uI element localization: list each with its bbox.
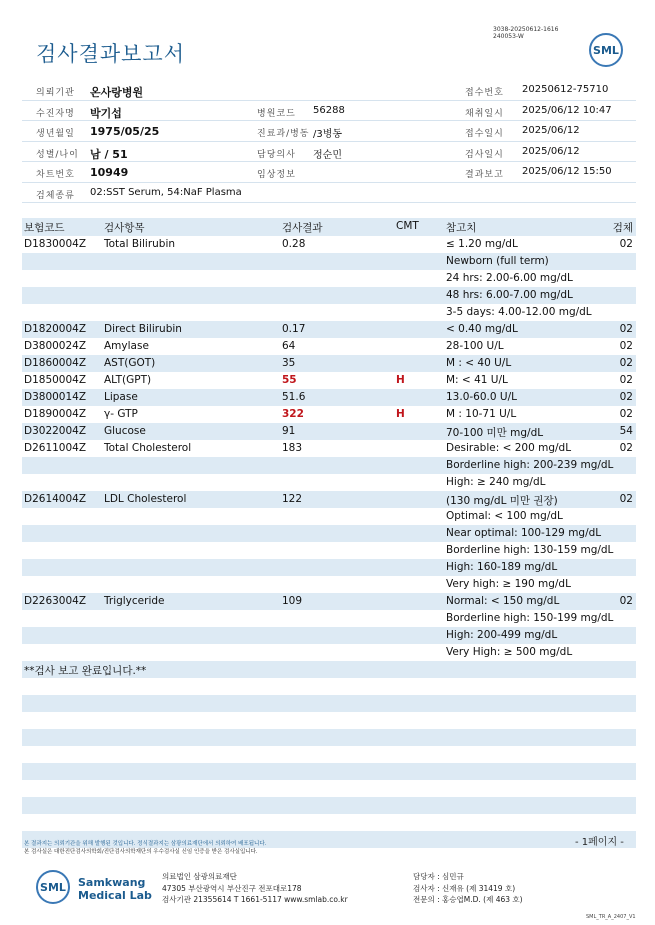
cell-result: 322: [282, 408, 304, 420]
cell-name: Triglyceride: [104, 595, 165, 607]
table-row: [22, 712, 636, 729]
name-label: 수진자명: [36, 108, 75, 119]
cell-specimen: 02: [619, 374, 633, 386]
cell-ref: 13.0-60.0 U/L: [446, 391, 517, 403]
cell-result: 0.17: [282, 323, 306, 335]
cell-flag: H: [396, 374, 405, 386]
cell-result: 0.28: [282, 238, 306, 250]
table-row: [22, 389, 636, 406]
dept-label: 진료과/병동: [257, 129, 310, 139]
receipt-date-label: 접수일시: [465, 129, 504, 139]
cell-ref: (130 mg/dL 미만 권장): [446, 495, 558, 507]
report-date-value: 2025/06/12 15:50: [522, 166, 612, 177]
table-row: [22, 236, 636, 253]
sex-age-value: 남 / 51: [90, 147, 128, 161]
table-row: [22, 304, 636, 321]
table-row: [22, 355, 636, 372]
table-row: [22, 423, 636, 440]
table-row: [22, 593, 636, 610]
form-code: SML_TR_A_2407_V1: [586, 914, 636, 920]
cell-name: Total Cholesterol: [104, 442, 192, 454]
sml-logo: SML: [589, 33, 623, 67]
collect-date-value: 2025/06/12 10:47: [522, 104, 612, 116]
cell-code: D3022004Z: [24, 425, 87, 437]
table-row: [22, 287, 636, 304]
results-header: [22, 218, 636, 236]
cell-code: D2263004Z: [24, 595, 87, 607]
cell-ref: M : < 40 U/L: [446, 357, 512, 369]
table-row: [22, 457, 636, 474]
cell-ref: 28-100 U/L: [446, 340, 504, 352]
cell-specimen: 02: [619, 408, 633, 420]
cell-name: Amylase: [104, 340, 149, 352]
org-info: 의료법인 삼광의료재단 47305 부산광역시 부산진구 전포대로178 검사기관 21355614 T 1661-5117 www.smlab.co.kr: [162, 872, 348, 904]
cell-code: D1860004Z: [24, 357, 87, 369]
table-row: [22, 253, 636, 270]
table-row: [22, 542, 636, 559]
chart-no-label: 차트번호: [36, 170, 75, 180]
table-row: [22, 270, 636, 287]
table-row: [22, 644, 636, 661]
info-row: [22, 142, 636, 163]
header-code: 보험코드: [24, 222, 65, 234]
table-row: [22, 491, 636, 508]
cell-ref: Normal: < 150 mg/dL: [446, 595, 560, 607]
birth-label: 생년월일: [36, 129, 75, 139]
cell-specimen: 02: [619, 238, 633, 250]
table-row: [22, 661, 636, 678]
table-row: [22, 814, 636, 831]
cell-code: D3800024Z: [24, 340, 87, 352]
cell-result: 122: [282, 493, 303, 505]
results-body: [22, 236, 636, 865]
sex-age-label: 성별/나이: [36, 149, 79, 160]
info-row: [22, 183, 636, 204]
receipt-date-value: 2025/06/12: [522, 125, 580, 136]
cell-ref: Borderline high: 130-159 mg/dL: [446, 544, 614, 556]
cell-code: D1820004Z: [24, 323, 87, 335]
cell-name: Direct Bilirubin: [104, 323, 182, 335]
specimen-label: 검체종류: [36, 190, 75, 201]
results-table: [22, 218, 636, 865]
cell-result: 64: [282, 340, 296, 352]
cell-specimen: 02: [619, 493, 633, 505]
cell-ref: ≤ 1.20 mg/dL: [446, 238, 518, 250]
cell-specimen: 02: [619, 595, 633, 607]
cell-specimen: 02: [619, 357, 633, 369]
info-row: [22, 162, 636, 183]
collect-date-label: 채취일시: [465, 108, 504, 119]
report-date-label: 결과보고: [465, 170, 504, 180]
cell-ref: Very High: ≥ 500 mg/dL: [446, 646, 573, 658]
test-date-label: 검사일시: [465, 149, 504, 160]
cell-ref: Near optimal: 100-129 mg/dL: [446, 527, 602, 539]
table-row: [22, 780, 636, 797]
cell-ref: 48 hrs: 6.00-7.00 mg/dL: [446, 289, 573, 301]
cell-ref: Optimal: < 100 mg/dL: [446, 510, 563, 522]
footnote-1: 본 결과지는 의뢰기관을 위해 발행된 것입니다. 정식결과지는 삼광의료재단에서 의뢰하여 배포됩니다.: [24, 841, 267, 847]
cell-code: D1850004Z: [24, 374, 87, 386]
page-number: - 1페이지 -: [575, 837, 624, 848]
hospital-code-value: 56288: [313, 104, 345, 116]
test-date-value: 2025/06/12: [522, 145, 580, 157]
cell-code: D3800014Z: [24, 391, 87, 403]
table-row: [22, 474, 636, 491]
brand-name: Samkwang Medical Lab: [78, 876, 152, 902]
table-row: [22, 440, 636, 457]
cell-code: D1890004Z: [24, 408, 87, 420]
footnote-2: 본 검사실은 대한진단검사의학회/진단검사의학재단의 우수검사실 신임 인증을 받은 검사실입니다.: [24, 849, 258, 855]
cell-ref: Newborn (full term): [446, 255, 549, 267]
patient-info: [22, 80, 636, 203]
table-row: [22, 797, 636, 814]
table-row: [22, 678, 636, 695]
cell-code: D1830004Z: [24, 238, 87, 250]
cell-ref: Borderline high: 200-239 mg/dL: [446, 459, 614, 471]
chart-no-value: 10949: [90, 166, 129, 179]
cell-ref: 70-100 미만 mg/dL: [446, 427, 544, 439]
birth-value: 1975/05/25: [90, 125, 160, 138]
table-row: [22, 525, 636, 542]
cell-code: D2611004Z: [24, 442, 87, 454]
name-value: 박기섭: [90, 106, 122, 120]
cell-specimen: 02: [619, 323, 633, 335]
hospital-code-label: 병원코드: [257, 108, 296, 119]
cell-ref: High: 200-499 mg/dL: [446, 629, 558, 641]
hospital-label: 의뢰기관: [36, 88, 75, 98]
table-row: [22, 610, 636, 627]
dept-value: /3병동: [313, 129, 343, 140]
table-row: [22, 763, 636, 780]
doctor-label: 담당의사: [257, 149, 296, 160]
cell-name: Total Bilirubin: [104, 238, 176, 250]
info-row: [22, 80, 636, 101]
cell-result: 51.6: [282, 391, 306, 403]
cell-code: **검사 보고 완료입니다.**: [24, 665, 147, 677]
table-row: [22, 746, 636, 763]
cell-ref: M : 10-71 U/L: [446, 408, 517, 420]
sml-logo-footer: SML: [36, 870, 70, 904]
cell-flag: H: [396, 408, 405, 420]
cell-name: Lipase: [104, 391, 138, 403]
doctor-value: 정순민: [313, 149, 342, 161]
header-name: 검사항목: [104, 222, 145, 234]
cell-name: Glucose: [104, 425, 146, 437]
cell-result: 55: [282, 374, 297, 386]
cell-ref: Very high: ≥ 190 mg/dL: [446, 578, 571, 590]
cell-name: γ- GTP: [104, 408, 138, 420]
table-row: [22, 559, 636, 576]
table-row: [22, 338, 636, 355]
report-title: 검사결과보고서: [36, 42, 186, 66]
specimen-value: 02:SST Serum, 54:NaF Plasma: [90, 186, 242, 198]
cell-ref: M: < 41 U/L: [446, 374, 508, 386]
document-id: 3038-20250612-1616 240053-W: [493, 26, 559, 40]
cell-ref: High: ≥ 240 mg/dL: [446, 476, 546, 488]
header-specimen: 검체: [612, 222, 633, 234]
cell-name: LDL Cholesterol: [104, 493, 187, 505]
cell-specimen: 02: [619, 340, 633, 352]
table-row: [22, 372, 636, 389]
header-result: 검사결과: [282, 222, 323, 234]
table-row: [22, 508, 636, 525]
info-row: [22, 121, 636, 142]
receipt-no-value: 20250612-75710: [522, 84, 609, 95]
cell-code: D2614004Z: [24, 493, 87, 505]
cell-result: 109: [282, 595, 303, 607]
cell-ref: 3-5 days: 4.00-12.00 mg/dL: [446, 306, 592, 318]
footnote: [24, 840, 266, 856]
cell-name: ALT(GPT): [104, 374, 152, 386]
receipt-no-label: 접수번호: [465, 88, 504, 98]
table-row: [22, 627, 636, 644]
cell-specimen: 02: [619, 391, 633, 403]
cell-result: 183: [282, 442, 303, 454]
cell-ref: < 0.40 mg/dL: [446, 323, 518, 335]
table-row: [22, 406, 636, 423]
cell-specimen: 02: [619, 442, 633, 454]
cell-result: 91: [282, 425, 296, 437]
cell-name: AST(GOT): [104, 357, 156, 369]
cell-ref: 24 hrs: 2.00-6.00 mg/dL: [446, 272, 573, 284]
table-row: [22, 321, 636, 338]
cell-result: 35: [282, 357, 296, 369]
table-row: [22, 695, 636, 712]
cell-ref: High: 160-189 mg/dL: [446, 561, 558, 573]
cell-specimen: 54: [619, 425, 633, 437]
table-row: [22, 576, 636, 593]
info-row: [22, 101, 636, 122]
header-cmt: CMT: [396, 220, 419, 232]
cell-ref: Borderline high: 150-199 mg/dL: [446, 612, 614, 624]
hospital-value: 온사랑병원: [90, 86, 144, 99]
cell-ref: Desirable: < 200 mg/dL: [446, 442, 572, 454]
staff-info: 담당자 : 심민규 검사자 : 신재유 (제 31419 호) 전문의 : 홍승엽M.D. (제 463 호): [413, 872, 523, 904]
table-row: [22, 729, 636, 746]
header-ref: 참고치: [446, 222, 477, 234]
clinical-label: 임상정보: [257, 170, 296, 180]
